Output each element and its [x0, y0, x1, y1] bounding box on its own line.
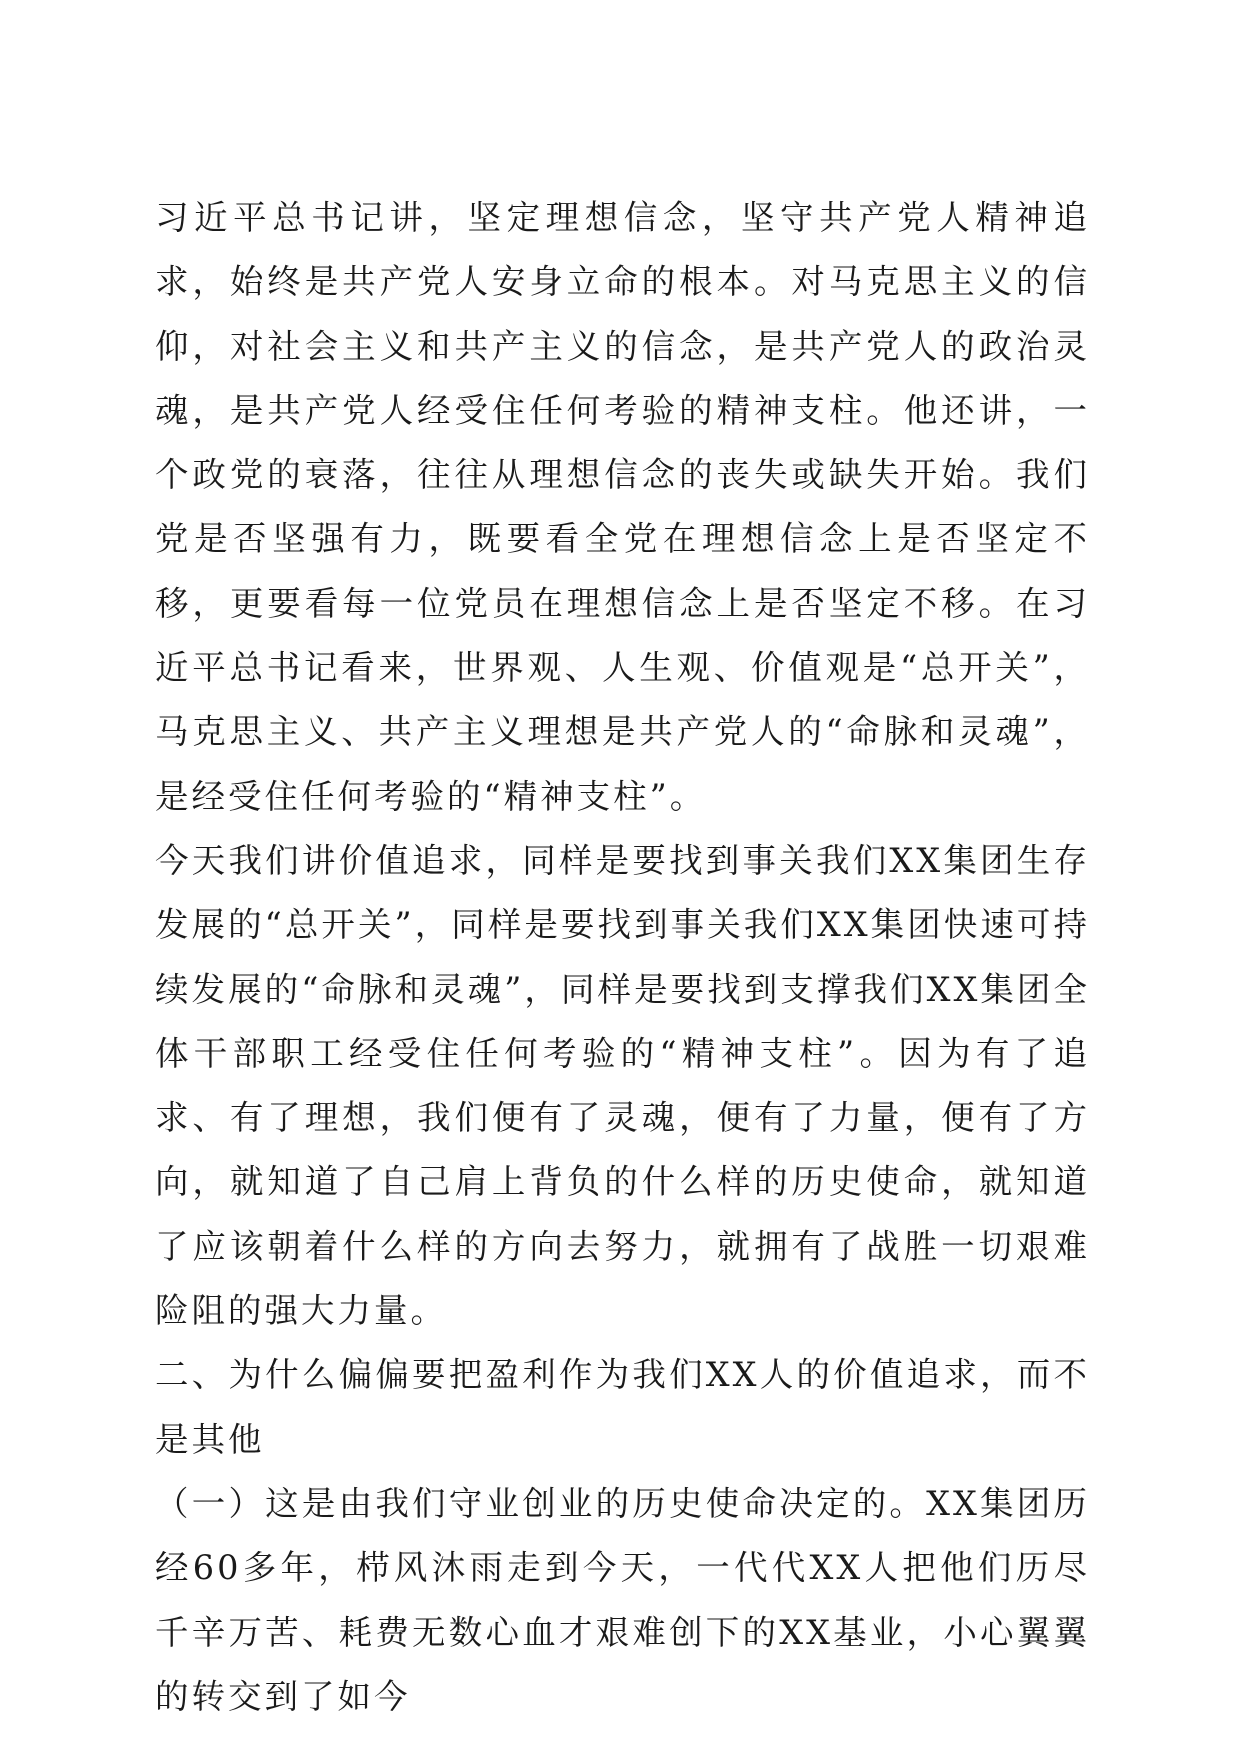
document-body [155, 186, 1090, 1729]
paragraph-ideals: 习近平总书记讲，坚定理想信念，坚守共产党人精神追求，始终是共产党人安身立命的根本。对马克思主义的信仰，对社会主义和共产主义的信念，是共产党人的政治灵魂，是共产党人经受住任何考验的精神支柱。他还讲，一个政党的衰落，往往从理想信念的丧失或缺失开始。我们党是否坚强有力，既要看全党在理想信念上是否坚定不移，更要看每一位党员在理想信念上是否坚定不移。在习近平总书记看来，世界观、人生观、价值观是“总开关”，马克思主义、共产主义理想是共产党人的“命脉和灵魂”，是经受住任何考验的“精神支柱”。 [155, 198, 1090, 816]
paragraph-value-pursuit: 今天我们讲价值追求，同样是要找到事关我们XX集团生存发展的“总开关”，同样是要找到事关我们XX集团快速可持续发展的“命脉和灵魂”，同样是要找到支撑我们XX集团全体干部职工经受住任何考验的“精神支柱”。因为有了追求、有了理想，我们便有了灵魂，便有了力量，便有了方向，就知道了自己肩上背负的什么样的历史使命，就知道了应该朝着什么样的方向去努力，就拥有了战胜一切艰难险阻的强大力量。 [155, 840, 1090, 1331]
section-heading-2: 二、为什么偏偏要把盈利作为我们XX人的价值追求，而不是其他 [155, 1355, 1090, 1459]
subsection-paragraph-1: （一）这是由我们守业创业的历史使命决定的。XX集团历经60多年，栉风沐雨走到今天，一代代XX人把他们历尽千辛万苦、耗费无数心血才艰难创下的XX基业，小心翼翼的转交到了如今 [155, 1483, 1090, 1716]
